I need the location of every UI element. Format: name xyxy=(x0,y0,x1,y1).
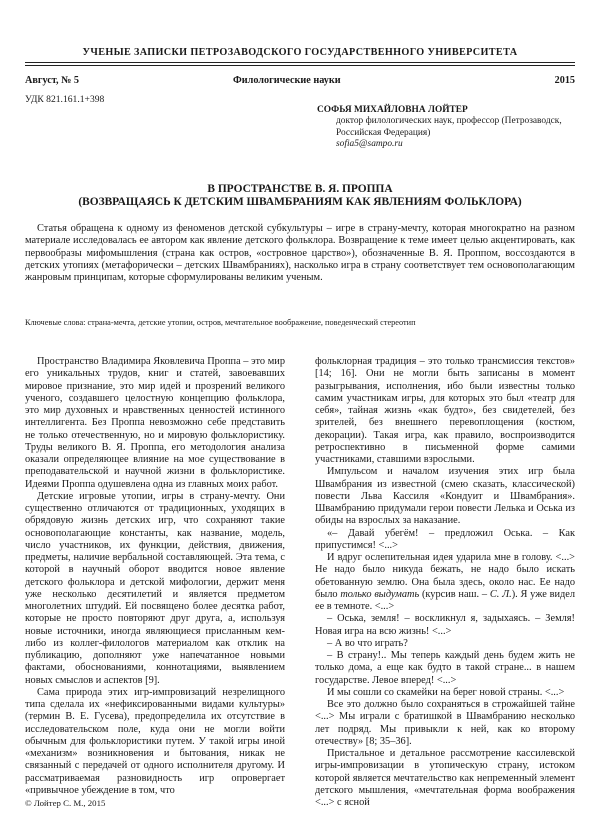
quote-italic: только выдумать xyxy=(340,588,420,600)
section-label: Филологические науки xyxy=(233,75,341,86)
body-column-right xyxy=(315,356,575,809)
author-title: доктор филологических наук, профессор (Петрозаводск, Российская Федерация) xyxy=(336,116,562,138)
article-title-line2: (ВОЗВРАЩАЯСЬ К ДЕТСКИМ ШВАМБРАНИЯМ КАК ЯВЛЕНИЯМ ФОЛЬКЛОРА) xyxy=(78,196,522,209)
body-column-left xyxy=(25,356,285,797)
quote-text: (курсив наш. – xyxy=(419,588,490,600)
body-paragraph: Импульсом и началом изучения этих игр была Швамбрания из известной (смею сказать, классической) повести Льва Кассиля «Кондуит и Швамбрания». Швамбранию придумали герои повести Лелька и Оська из обиды на взрослых за наказание. xyxy=(315,466,575,527)
body-paragraph: Пространство Владимира Яковлевича Проппа – это мир его уникальных трудов, книг и статей, завоевавших мировое признание, это мир идей и прозрений великого ученого, создавшего целостную концепцию фольклора, это мир духовных и нравственных ценностей истинного интеллигента. Без Проппа невозможно себе представить не только отечественную, но и мировую фольклористику. Труды великого В. Я. Проппа, его методология анализа оказали определяющее влияние на мое существование в преподавательской и научной жизни в фольклористике. Идеями Проппа одушевлена одна из главных моих работ. xyxy=(25,356,285,490)
abstract: Статья обращена к одному из феноменов детской субкультуры – игре в страну-мечту, которая многократно на разном материале исследовалась ее автором как явление детского фольклора. Возвращение к теме имеет целью акцентировать, как первообразы мифомышления (страна как остров, «островное царство»), обозначенные В. Я. Проппом, воссоздаются в детских утопиях (метафорически – детских Швамбраниях), насколько игра в страну соответствует тем основополагающим жанровым принципам, которые сформулированы великим ученым. xyxy=(25,223,575,284)
author-email: sofia5@sampo.ru xyxy=(336,139,403,150)
quote-line xyxy=(315,552,575,613)
header-rule-top xyxy=(25,62,575,63)
quote-line: Все это должно было сохраняться в строжайшей тайне <...> Мы играли с братишкой в Швамбранию несколько лет подряд. Мы привыкли к ней, как ко второму отечеству» [8; 35–36]. xyxy=(315,699,575,747)
quote-italic-initials: С. Л. xyxy=(489,588,512,600)
quote-line: «– Давай убегём! – предложил Оська. – Как припустимся! <...> xyxy=(315,527,575,551)
quote-line: – А во что играть? xyxy=(327,637,408,649)
article-title-line1: В ПРОСТРАНСТВЕ В. Я. ПРОППА xyxy=(207,183,393,195)
keywords: Ключевые слова: страна-мечта, детские утопии, остров, мечтательное воображение, поведенческий стереотип xyxy=(25,318,416,327)
body-paragraph: Детские игровые утопии, игры в страну-мечту. Они существенно отличаются от традиционных, уходящих в обрядовую жизнь детских игр, что сохраняют такие основополагающие константы, как название, модель, число участников, их функции, действия, движения, предметы, наличие вербальной составляющей. Эта тема, с которой в научный оборот вводится новое явление детского фольклора и детской мифологии, держит меня уже несколько десятилетий и является предметом многолетних штудий. Ей посвящено более десятка работ, которые не просто повторяют друг друга, а, используя новые источники, иногда являющиеся присланным кем-либо из коллег-филологов материалом как отклик на публикацию, дополняют уже напечатанное новыми фактами, обоснованиями, коннотациями, выявлением новых смыслов и аспектов [9]. xyxy=(25,490,285,686)
author-block xyxy=(317,105,576,151)
author-name: СОФЬЯ МИХАЙЛОВНА ЛОЙТЕР xyxy=(317,105,468,115)
body-paragraph: Сама природа этих игр-импровизаций незрелищного типа сделала их «нефиксированными видами культуры» (термин В. Е. Гусева), предопределила их отсутствие в исследовательском поле, куда они не могли войти обычным для фольклористики путем. У такой игры иной «механизм» возникновения и бытования, никак не связанный с передачей от одного исполнителя другому. И рассматриваемая разновидность игр опровергает «привычное убеждение в том, что xyxy=(25,686,285,796)
quote-text: И вдруг ослепительная идея ударила мне в голову. <...> Не надо было никуда бежать, не надо было искать обетованную землю. Она была здесь, около нас. Ее надо было xyxy=(315,552,575,600)
issue-label: Август, № 5 xyxy=(25,75,79,86)
body-paragraph: Пристальное и детальное рассмотрение кассилевской игры-импровизации в утопическую страну, истоком которой является мечтательство как непременный элемент детского мышления, «мечтательная форма воображения <...> с ясной xyxy=(315,748,575,808)
quote-text: ). Я уже видел ее в темноте. <...> xyxy=(315,588,576,612)
year-label: 2015 xyxy=(554,75,575,86)
header-rule-bottom xyxy=(25,65,575,66)
article-title xyxy=(0,183,600,210)
quote-line: И мы сошли со скамейки на берег новой страны. <...> xyxy=(327,686,565,698)
journal-title: УЧЕНЫЕ ЗАПИСКИ ПЕТРОЗАВОДСКОГО ГОСУДАРСТВЕННОГО УНИВЕРСИТЕТА xyxy=(82,47,518,58)
quote-line: – В страну!.. Мы теперь каждый день будем жить не только дома, а еще как будто в такой стране... в нашем государстве. Левое вперед! <...> xyxy=(315,650,575,686)
body-paragraph-continued: фольклорная традиция – это только трансмиссия текстов» [14; 16]. Они не могли быть записаны в момент разыгрывания, исполнения, ибо были известны только самим участникам игры, для которых это был «театр для себя», тайная жизнь «как будто», без свидетелей, без зрителей, без внешнего перевоплощения (костюм, декорации). Такая игра, как правило, воспроизводится ретроспективно в письменной форме самими участниками, ставшими взрослыми. xyxy=(315,356,575,465)
copyright: © Лойтер С. М., 2015 xyxy=(25,798,106,808)
udk-code: УДК 821.161.1+398 xyxy=(25,94,105,105)
quote-line: – Оська, земля! – воскликнул я, задыхаясь. – Земля! Новая игра на всю жизнь! <...> xyxy=(315,613,575,637)
